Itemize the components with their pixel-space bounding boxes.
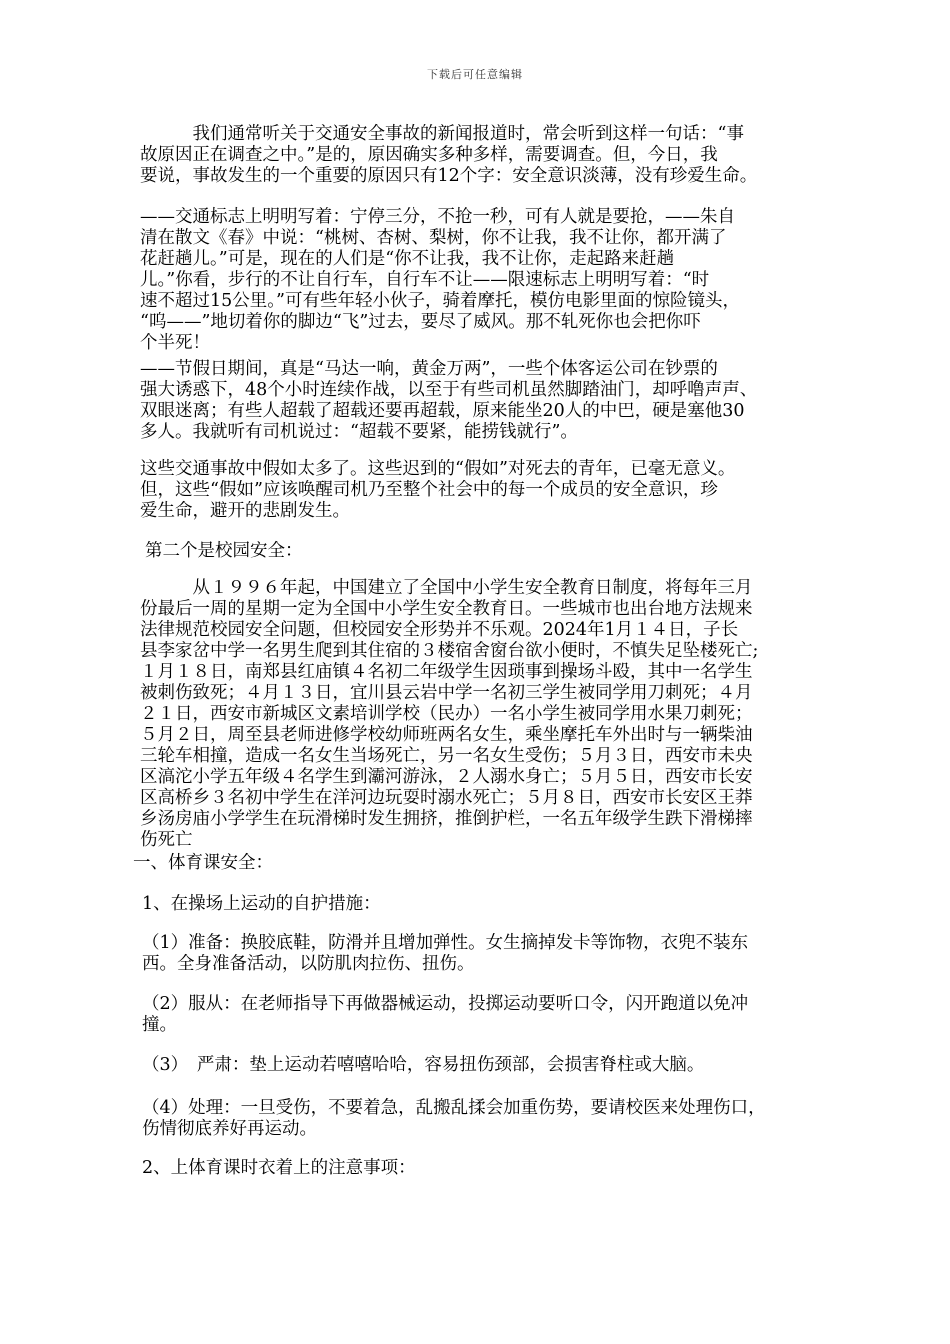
subheading-playground-measures: 1、在操场上运动的自护措施： [142,894,381,914]
list-item-handling: （4）处理：一旦受伤，不要着急，乱搬乱揉会加重伤势，要请校医来处理伤口， 伤情彻底养好再运动。 [142,1098,766,1139]
subheading-pe-clothing: 2、上体育课时衣着上的注意事项： [142,1158,416,1178]
page-header-note: 下载后可任意编辑 [427,68,523,81]
paragraph-what-if: 这些交通事故中假如太多了。这些迟到的“假如”对死去的青年，已毫无意义。 但，这些“假如”应该唤醒司机乃至整个社会中的每一个成员的安全意识，珍 爱生命，避开的悲剧发生。 [140,459,736,521]
paragraph-campus-incidents: 从１９９６年起，中国建立了全国中小学生安全教育日制度，将每年三月 份最后一周的星期一定为全国中小学生安全教育日。一些城市也出台地方法规来 法律规范校园安全问题，但校园安全形势并不乐观。2024年1月１４日，子长 县李家岔中学一名男生爬到其住宿的３楼宿舍窗台欲小便时，不慎失足坠楼死亡; １月１８日，南郑县红庙镇４名初二年级学生因琐事到操场斗殴，其中一名学生 被刺伤致死；４月１３日，宜川县云岩中学一名初三学生被同学用刀刺死；４月 ２１日，西安市新城区文素培训学校（民办）一名小学生被同学用水果刀刺死； ５月２日，周至县老师进修学校幼师班两名女生，乘坐摩托车外出时与一辆柴油 三轮车相撞，造成一名女生当场死亡，另一名女生受伤；５月３日，西安市未央 区滈沱小学五年级４名学生到灞河游泳，２人溺水身亡；５月５日，西安市长安 区高桥乡３名初中学生在洋河边玩耍时溺水死亡；５月８日，西安市长安区王莽 乡汤房庙小学学生在玩滑梯时发生拥挤，推倒护栏，一名五年级学生跌下滑梯摔 伤死亡 [140,578,759,850]
section-heading-pe-safety: 一、体育课安全： [133,853,273,873]
list-item-obey: （2）服从：在老师指导下再做器械运动，投掷运动要听口令，闪开跑道以免冲 撞。 [142,994,749,1035]
section-heading-campus-safety: 第二个是校园安全： [145,541,303,561]
list-item-preparation: （1）准备：换胶底鞋，防滑并且增加弹性。女生摘掉发卡等饰物，衣兜不装东 西。全身准备活动，以防肌肉拉伤、扭伤。 [142,933,749,974]
paragraph-traffic-signs: ——交通标志上明明写着：宁停三分，不抢一秒，可有人就是要抢，——朱自 清在散文《春》中说：“桃树、杏树、梨树，你不让我，我不让你，都开满了 花赶趟儿。”可是，现在的人们是“你不让我，我不让你，走起路来赶趟 儿。”你看，步行的不让自行车，自行车不让——限速标志上明明写着：“时 速不超过15公里。”可有些年轻小伙子，骑着摩托，模仿电影里面的惊险镜头， “呜——”地切着你的脚边“飞”过去，要尽了威风。那不轧死你也会把你吓 个半死！ [140,207,740,353]
list-item-serious: （3） 严肃：垫上运动若嘻嘻哈哈，容易扭伤颈部，会损害脊柱或大脑。 [142,1055,705,1075]
paragraph-traffic-intro: 我们通常听关于交通安全事故的新闻报道时，常会听到这样一句话：“事 故原因正在调查之中。”是的，原因确实多种多样，需要调查。但，今日，我 要说，事故发生的一个重要的原因只有12个字：安全意识淡薄，没有珍爱生命。 [140,124,758,186]
paragraph-holiday-overloading: ——节假日期间，真是“马达一响，黄金万两”，一些个体客运公司在钞票的 强大诱惑下，48个小时连续作战，以至于有些司机虽然脚踏油门，却呼噜声声、 双眼迷离；有些人超载了超载还要再超载，原来能坐20人的中巴，硬是塞他30 多人。我就听有司机说过：“超载不要紧，能捞钱就行”。 [140,359,758,442]
